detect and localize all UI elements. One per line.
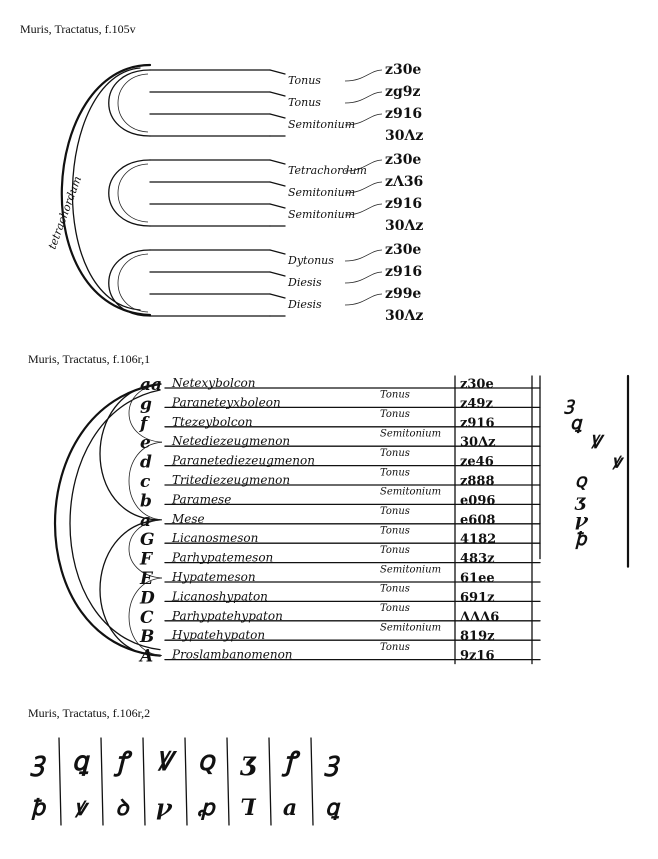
string-line-tail [270,294,285,298]
gamut-letter: f [140,413,148,434]
glyph-bottom: ꝺ [115,795,129,821]
interval-label: Tetrachordum [288,164,367,177]
glyph-top: ꝗ [71,747,89,777]
interval-name: Tonus [380,409,410,421]
ratio-value: z30e [385,62,422,78]
column-divider [101,738,103,825]
glyph-bottom: Ꞁ [240,795,256,821]
interval-name: Semitonium [380,564,442,576]
notation-glyph: ꝟ [612,451,622,473]
note-name: Netediezeugmenon [172,434,291,449]
note-name: Paranetediezeugmenon [172,453,315,468]
ratio-table [459,377,499,664]
connector-stroke [345,294,382,305]
glyph-bottom: ꝓ [197,795,215,821]
interval-name: Semitonium [380,622,442,634]
interval-name: Tonus [380,447,410,459]
ratio-value: e096 [460,493,496,509]
gamut-letter: b [140,491,152,512]
interval-label: Diesis [288,276,322,289]
glyph-top: ꞯ [197,747,215,777]
string-line-tail [270,182,285,186]
string-line-tail [270,204,285,208]
group-arc-inner [118,74,148,132]
note-name: Proslambanomenon [172,647,293,662]
interval-name: Tonus [380,583,410,595]
gamut-letter: e [140,433,151,454]
ratio-value: e608 [460,512,496,528]
note-name: Parhypatemeson [172,550,274,565]
tetrachord-arcs [46,65,150,316]
note-names [171,376,315,662]
note-name: Hypatemeson [172,570,256,584]
caption-folio-106r-1: Muris, Tractatus, f.106r,1 [28,352,151,366]
ratio-column [385,62,423,324]
ratio-value: ze46 [460,454,494,470]
ratio-value: z916 [385,264,423,280]
ratio-value: 30Λz [460,435,496,451]
notation-glyph: ꞯ [575,471,587,492]
column-divider [311,738,313,825]
ratio-value: 819z [460,629,495,645]
gamut-letter: C [140,607,154,628]
interval-name: Tonus [380,525,410,537]
string-line-tail [270,250,285,254]
ratio-value: z916 [385,106,423,122]
note-name: Mese [172,511,205,526]
string-line-tail [270,114,285,118]
string-line-tail [270,160,285,164]
ratio-value: z916 [460,415,495,431]
gamut-letter: G [140,530,155,551]
notation-glyph-column [564,393,625,550]
glyph-top: Ꝟ [156,747,172,777]
gamut-letter: aa [140,375,163,395]
interval-label: Tonus [288,96,321,109]
note-name: Hypatehypaton [172,628,266,643]
tetrachord-diagram-f105v [0,40,658,340]
interval-label: Semitonium [288,186,356,199]
column-divider [269,738,271,825]
ratio-value: 30Λz [385,308,424,324]
ratio-value: zg9z [385,84,421,100]
column-divider [185,738,187,825]
interval-name: Tonus [380,467,410,479]
interval-name: Tonus [380,544,410,556]
glyph-bottom: ꝥ [31,795,45,821]
interval-label: Semitonium [288,118,356,131]
interval-name: Tonus [380,506,410,518]
string-lines [150,70,285,316]
gamut-letter: D [140,588,155,609]
glyph-bottom: ꝩ [156,795,172,821]
ratio-value: z30e [385,242,422,258]
gamut-letter: d [140,452,152,473]
interval-name: Semitonium [380,486,442,498]
ratio-value: 4182 [460,532,497,548]
note-name: Netexybolcon [172,376,256,390]
notation-glyph: ꝥ [575,529,587,551]
gamut-letter: c [140,472,151,492]
string-line-tail [270,70,285,74]
ratio-value: 30Λz [385,128,424,144]
connector-stroke [345,92,382,103]
glyph-top: ꝭ [283,747,297,777]
gamut-letter: E [140,569,153,589]
glyph-top: ꝭ [115,747,129,777]
gamut-letter: B [140,627,155,648]
interval-name: Tonus [380,641,410,653]
ratio-value: z49z [460,396,493,412]
note-name: Licanosmeson [172,531,259,546]
ratio-value: zΛ36 [385,174,424,190]
group-arc-inner [118,254,148,312]
interval-labels [287,70,382,311]
gamut-letters [138,375,162,667]
group-arc-inner [118,164,148,222]
glyph-bottom: ꝗ [325,795,339,821]
interval-label: Tonus [288,74,321,87]
connector-stroke [345,70,382,81]
gamut-letter: F [140,549,153,570]
ratio-value: 30Λz [385,218,424,234]
column-divider [59,738,61,825]
column-divider [143,738,145,825]
string-line-tail [270,92,285,96]
gamut-letter: a [140,510,152,531]
note-name: Parhypatehypaton [172,608,283,623]
connector-stroke [345,250,382,261]
glyph-top: ꝫ [325,747,339,777]
notation-glyph: ꝗ [570,412,582,434]
interval-name: Tonus [380,603,410,615]
note-name: Paramese [172,492,232,507]
ratio-value: z30e [460,377,494,392]
caption-folio-106r-2: Muris, Tractatus, f.106r,2 [28,706,151,720]
ratio-value: z99e [385,286,422,302]
notation-glyph: ꝩ [575,509,588,531]
ratio-value: z888 [460,474,495,489]
note-name: Paraneteyxboleon [172,395,281,410]
notation-glyph: ʒ [575,490,586,512]
glyph-top: ʒ [240,747,256,777]
interval-name: Tonus [380,389,410,401]
ratio-value: ΛΛΛ6 [460,609,500,625]
glyph-bottom: ꝟ [74,795,86,821]
caption-folio-105v: Muris, Tractatus, f.105v [20,22,136,36]
ratio-value: 691z [460,590,495,606]
ratio-value: z30e [385,152,422,168]
notation-glyph-strip-f106r-2 [0,730,658,840]
glyph-columns [29,738,341,825]
ratio-value: 61ee [460,571,495,586]
note-name: Tritediezeugmenon [172,473,291,487]
interval-label: Semitonium [288,208,356,221]
interval-name: Semitonium [380,428,442,440]
connector-stroke [345,272,382,283]
note-name: Ttezeybolcon [172,414,253,429]
gamut-letter: A [140,646,154,667]
ratio-value: 483z [460,551,495,567]
gamut-letter: g [140,394,152,415]
interval-names [380,390,441,653]
string-line-tail [270,272,285,276]
glyph-top: ꝫ [31,747,45,777]
gamut-diagram-f106r-1 [0,370,658,690]
notation-glyph: ꝫ [565,393,575,415]
column-divider [227,738,229,825]
interval-label: Diesis [288,298,322,311]
note-name: Licanoshypaton [172,589,268,604]
glyph-bottom: a [282,795,298,821]
notation-glyph: Ꝟ [590,432,601,454]
outer-arc-label: tetrachordum [45,174,85,252]
interval-label: Dytonus [288,254,334,267]
ratio-value: 9z16 [460,648,495,664]
ratio-value: z916 [385,196,423,212]
